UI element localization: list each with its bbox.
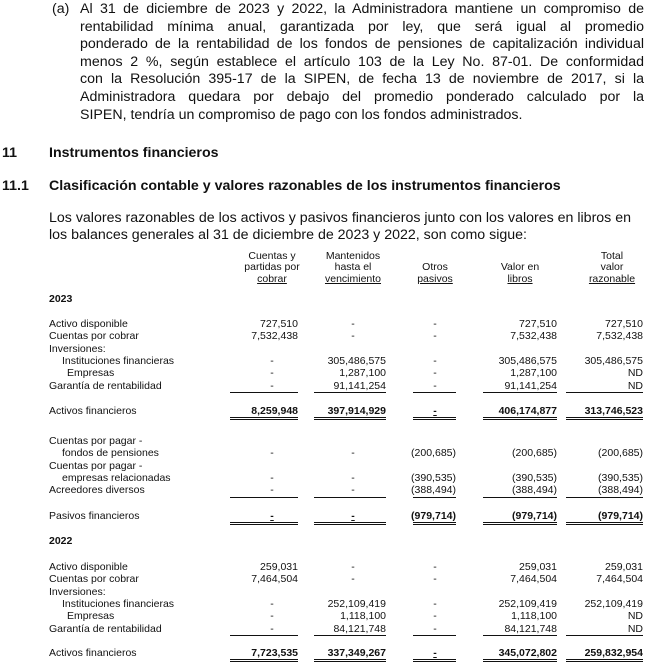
note-line: Administradora quedara por debajo del promedio ponderado calculado por la xyxy=(80,88,644,105)
column-header: Valor en xyxy=(500,261,540,274)
row-label: Activo disponible xyxy=(49,561,128,573)
total-rule xyxy=(314,417,386,418)
column-header-underlined: razonable xyxy=(588,273,636,286)
cell-value: 259,031 xyxy=(260,561,298,573)
total-rule xyxy=(230,522,298,523)
cell-value: - xyxy=(433,379,437,392)
total-rule xyxy=(566,419,643,420)
total-rule xyxy=(566,524,643,525)
total-rule xyxy=(314,524,386,525)
total-value: (979,714) xyxy=(512,510,557,522)
total-rule xyxy=(314,522,386,523)
note-line: SIPEN, tendría un compromiso de pago con los fondos administrados. xyxy=(80,106,523,123)
total-value: - xyxy=(270,510,274,522)
column-header: Total xyxy=(600,249,624,262)
cell-value: 84,121,748 xyxy=(504,622,557,635)
total-rule xyxy=(230,419,298,420)
total-value: 7,723,535 xyxy=(251,647,298,659)
column-header: partidas por xyxy=(244,261,300,274)
subtotal-rule xyxy=(413,392,456,393)
total-value: 345,072,802 xyxy=(498,647,557,659)
cell-value: 259,031 xyxy=(519,561,557,573)
subtotal-rule xyxy=(413,497,456,498)
column-header: Cuentas y xyxy=(248,249,296,262)
year-label: 2023 xyxy=(49,293,73,305)
row-label: empresas relacionadas xyxy=(62,471,171,484)
subtotal-rule xyxy=(566,497,643,498)
cell-value: (388,494) xyxy=(598,484,643,497)
subsection-number: 11.1 xyxy=(2,178,29,194)
cell-value: 252,109,419 xyxy=(327,597,386,610)
total-rule xyxy=(413,524,456,525)
cell-value: - xyxy=(270,597,274,610)
total-value: 397,914,929 xyxy=(327,405,386,417)
cell-value: (388,494) xyxy=(512,484,557,497)
column-header: hasta el xyxy=(334,261,372,274)
cell-value: - xyxy=(433,318,437,330)
total-label: Activos financieros xyxy=(49,647,137,659)
note-line: rentabilidad mínima anual, garantizada por ley, que será igual al promedio xyxy=(80,18,644,35)
row-label: Activo disponible xyxy=(49,318,128,330)
total-label: Activos financieros xyxy=(49,405,137,417)
total-rule xyxy=(314,419,386,420)
cell-value: ND xyxy=(627,379,643,392)
note-line: ponderado de la rentabilidad de los fondos de pensiones de capitalización individual xyxy=(80,36,644,53)
cell-value: 7,532,438 xyxy=(251,330,298,343)
cell-value: - xyxy=(433,622,437,635)
total-value: 259,832,954 xyxy=(584,647,643,659)
cell-value: (200,685) xyxy=(512,447,557,460)
cell-value: (390,535) xyxy=(598,471,643,484)
subtotal-rule xyxy=(483,392,557,393)
total-rule xyxy=(483,419,557,420)
subtotal-rule xyxy=(566,635,643,636)
total-label: Pasivos financieros xyxy=(49,510,140,522)
note-line: menos 2 %, según establece el artículo 103 de la Ley No. 87-01. De conformidad xyxy=(80,53,644,70)
cell-value: 1,287,100 xyxy=(510,367,557,380)
cell-value: 727,510 xyxy=(519,318,557,330)
cell-value: ND xyxy=(627,622,643,635)
intro-paragraph: Los valores razonables de los activos y pasivos financieros junto con los valores en libros en los balances generales al 31 de diciembre de 2023 y 2022, son como sigue: xyxy=(49,210,631,243)
column-header: valor xyxy=(600,261,624,274)
subtotal-rule xyxy=(314,392,386,393)
cell-value: (200,685) xyxy=(411,447,456,460)
total-rule xyxy=(483,524,557,525)
row-label: Cuentas por pagar - xyxy=(49,459,143,472)
total-value: - xyxy=(351,510,355,522)
cell-value: 91,141,254 xyxy=(333,379,386,392)
cell-value: - xyxy=(351,471,355,484)
note-line: Al 31 de diciembre de 2023 y 2022, la Administradora mantiene un compromiso de xyxy=(80,1,644,17)
section-number: 11 xyxy=(2,145,17,161)
section-title: Instrumentos financieros xyxy=(49,145,219,161)
row-label: Empresas xyxy=(67,610,115,623)
cell-value: - xyxy=(270,471,274,484)
row-label: fondos de pensiones xyxy=(62,447,159,460)
cell-value: 91,141,254 xyxy=(504,379,557,392)
total-value: - xyxy=(433,405,437,417)
total-value: - xyxy=(433,647,437,659)
cell-value: - xyxy=(270,484,274,497)
total-value: 337,349,267 xyxy=(327,647,386,659)
total-rule xyxy=(230,524,298,525)
total-value: (979,714) xyxy=(598,510,643,522)
note-label: (a) xyxy=(52,1,70,17)
column-header-underlined: pasivos xyxy=(417,273,453,286)
subtotal-rule xyxy=(413,635,456,636)
cell-value: 1,118,100 xyxy=(340,610,386,623)
cell-value: - xyxy=(270,447,274,460)
subtotal-rule xyxy=(314,635,386,636)
subtotal-rule xyxy=(230,497,298,498)
cell-value: - xyxy=(433,367,437,380)
column-header-underlined: libros xyxy=(507,273,533,286)
total-value: 406,174,877 xyxy=(498,405,557,417)
total-value: (979,714) xyxy=(411,510,456,522)
column-header-underlined: vencimiento xyxy=(324,273,382,286)
cell-value: 1,118,100 xyxy=(511,610,557,623)
subtotal-rule xyxy=(483,635,557,636)
total-rule xyxy=(230,417,298,418)
note-line: con la Resolución 395-17 de la SIPEN, de fecha 13 de noviembre de 2017, si la xyxy=(80,71,644,88)
cell-value: - xyxy=(433,597,437,610)
total-value: 313,746,523 xyxy=(584,405,643,417)
subtotal-rule xyxy=(314,497,386,498)
cell-value: - xyxy=(270,379,274,392)
row-label: Garantía de rentabilidad xyxy=(49,379,162,392)
cell-value: - xyxy=(270,367,274,380)
cell-value: 305,486,575 xyxy=(498,354,557,367)
cell-value: - xyxy=(351,484,355,497)
cell-value: - xyxy=(433,610,437,623)
cell-value: (388,494) xyxy=(411,484,456,497)
cell-value: 259,031 xyxy=(605,561,643,573)
subtotal-rule xyxy=(230,635,298,636)
total-rule xyxy=(413,522,456,523)
subtotal-rule xyxy=(230,392,298,393)
total-value: 8,259,948 xyxy=(251,405,298,417)
cell-value: - xyxy=(351,318,355,330)
row-label: Garantía de rentabilidad xyxy=(49,622,162,635)
cell-value: 1,287,100 xyxy=(339,367,386,380)
cell-value: 252,109,419 xyxy=(498,597,557,610)
subtotal-rule xyxy=(483,497,557,498)
row-label: Empresas xyxy=(67,367,115,380)
cell-value: 727,510 xyxy=(605,318,643,330)
total-rule xyxy=(483,417,557,418)
cell-value: - xyxy=(433,561,437,573)
row-label: Instituciones financieras xyxy=(62,597,175,610)
cell-value: (200,685) xyxy=(598,447,643,460)
cell-value: - xyxy=(433,354,437,367)
total-rule xyxy=(483,522,557,523)
cell-value: 7,464,504 xyxy=(510,573,557,586)
cell-value: 7,464,504 xyxy=(251,573,298,586)
subsection-title: Clasificación contable y valores razonables de los instrumentos financieros xyxy=(49,178,561,194)
cell-value: - xyxy=(351,573,355,586)
row-label: Instituciones financieras xyxy=(62,354,175,367)
cell-value: 305,486,575 xyxy=(584,354,643,367)
cell-value: - xyxy=(351,447,355,460)
cell-value: (390,535) xyxy=(411,471,456,484)
cell-value: 727,510 xyxy=(260,318,298,330)
cell-value: 252,109,419 xyxy=(584,597,643,610)
total-rule xyxy=(566,417,643,418)
row-label: Inversiones: xyxy=(49,342,106,355)
total-rule xyxy=(413,417,456,418)
total-rule xyxy=(566,522,643,523)
column-header: Mantenidos xyxy=(325,249,381,262)
cell-value: ND xyxy=(627,367,643,380)
cell-value: - xyxy=(270,354,274,367)
row-label: Inversiones: xyxy=(49,585,106,598)
cell-value: - xyxy=(270,622,274,635)
row-label: Acreedores diversos xyxy=(49,484,145,497)
cell-value: ND xyxy=(627,610,643,623)
cell-value: 84,121,748 xyxy=(333,622,386,635)
year-label: 2022 xyxy=(49,535,73,547)
column-header: Otros xyxy=(422,261,448,274)
cell-value: - xyxy=(433,330,437,343)
cell-value: (390,535) xyxy=(512,471,557,484)
row-label: Cuentas por cobrar xyxy=(49,573,139,586)
cell-value: - xyxy=(433,573,437,586)
column-header-underlined: cobrar xyxy=(257,273,287,286)
cell-value: 7,464,504 xyxy=(596,573,643,586)
cell-value: - xyxy=(351,561,355,573)
row-label: Cuentas por cobrar xyxy=(49,330,139,343)
total-rule xyxy=(413,419,456,420)
cell-value: - xyxy=(270,610,274,623)
cell-value: 7,532,438 xyxy=(596,330,643,343)
cell-value: - xyxy=(351,330,355,343)
cell-value: 7,532,438 xyxy=(510,330,557,343)
subtotal-rule xyxy=(566,392,643,393)
cell-value: 305,486,575 xyxy=(327,354,386,367)
row-label: Cuentas por pagar - xyxy=(49,435,143,447)
